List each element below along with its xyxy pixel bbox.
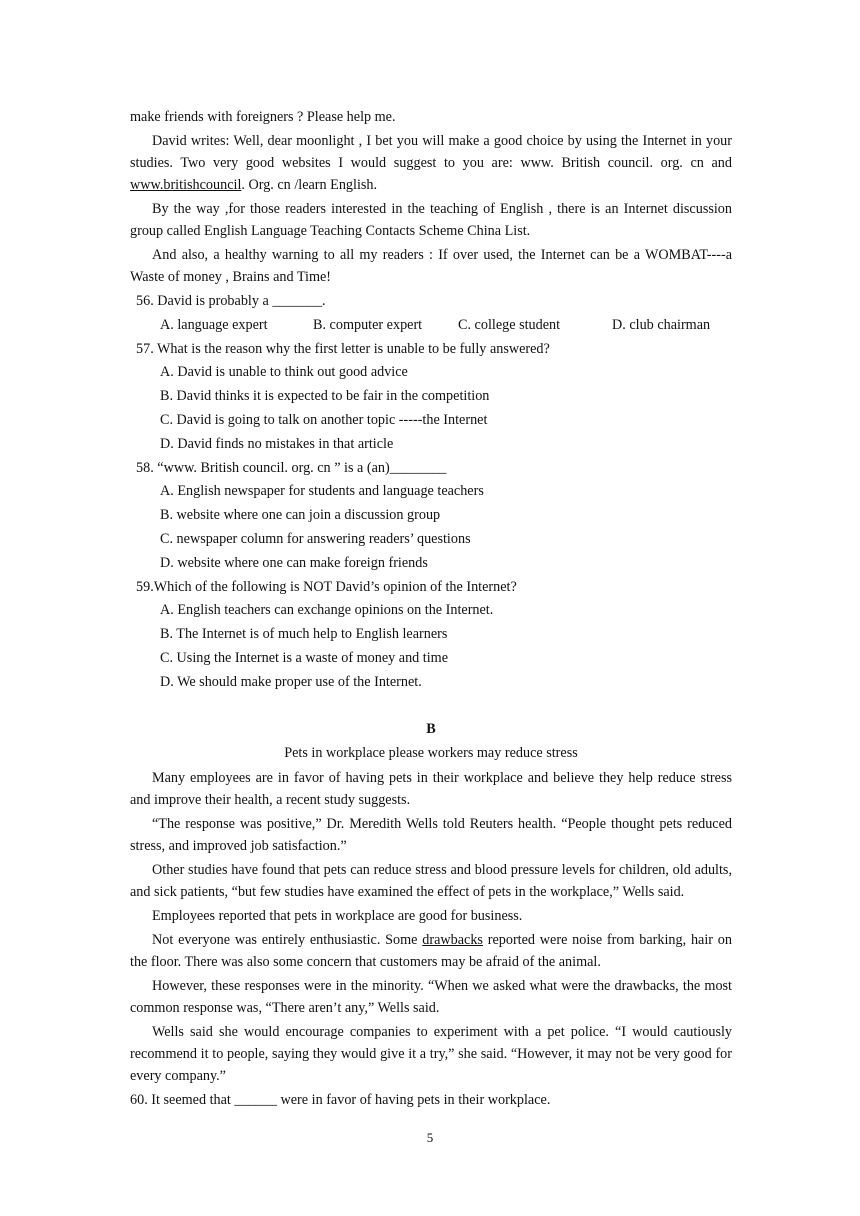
option-b: B. The Internet is of much help to English learners	[160, 626, 448, 643]
section-letter: B	[426, 720, 436, 737]
option-d: D. We should make proper use of the Internet.	[160, 673, 422, 690]
question-stem: 58. “www. British council. org. cn ” is a (an)________	[136, 459, 447, 476]
document-page	[130, 106, 732, 1113]
passage-a-paragraph-3: And also, a healthy warning to all my readers : If over used, the Internet can be a WOMBAT----a Waste of money , Brains and Time!	[130, 247, 732, 285]
question-60-stem: 60. It seemed that ______ were in favor of having pets in their workplace.	[130, 1091, 551, 1108]
question-stem: 56. David is probably a _______.	[136, 293, 326, 309]
option-d: D. website where one can make foreign friends	[160, 554, 428, 571]
option-d: D. David finds no mistakes in that article	[160, 435, 394, 452]
passage-b-paragraph-1: Many employees are in favor of having pets in their workplace and believe they help reduce stress and improve their health, a recent study suggests.	[130, 769, 732, 808]
question-56	[130, 290, 732, 338]
option-a: A. English newspaper for students and language teachers	[160, 483, 484, 500]
passage-b-paragraph-2: “The response was positive,” Dr. Meredith Wells told Reuters health. “People thought pets reduced stress, and improved job satisfaction.”	[130, 815, 732, 854]
passage-b-paragraph-7: Wells said she would encourage companies to experiment with a pet police. “I would cautiously recommend it to people, saying they would give it a try,” she said. “However, it may not be very good for every company.”	[130, 1023, 732, 1084]
passage-b-paragraph-6: However, these responses were in the minority. “When we asked what were the drawbacks, the most common response was, “There aren’t any,” Wells said.	[130, 977, 732, 1016]
passage-b-paragraph-5	[130, 929, 732, 973]
option-a: A. language expert	[160, 316, 268, 333]
underlined-word: drawbacks	[422, 931, 483, 948]
passage-b-paragraph-3: Other studies have found that pets can reduce stress and blood pressure levels for children, old adults, and sick patients, “but few studies have examined the effect of pets in the workplace,” Wells said.	[130, 861, 732, 900]
question-58	[130, 457, 732, 576]
passage-a-paragraph-2: By the way ,for those readers interested in the teaching of English , there is an Internet discussion group called English Language Teaching Contacts Scheme China List.	[130, 201, 732, 239]
website-link[interactable]: www.britishcouncil	[130, 177, 242, 193]
passage-a-paragraph-1	[130, 130, 732, 196]
paragraph-5-tail: reported were noise from barking, hair on the floor. There was also some concern that customers may be afraid of the animal.	[130, 931, 732, 970]
paragraph-1-tail: . Org. cn /learn English.	[241, 177, 378, 193]
option-b: B. website where one can join a discussion group	[160, 507, 441, 524]
question-stem: 57. What is the reason why the first letter is unable to be fully answered?	[136, 340, 550, 357]
paragraph-1-text: David writes: Well, dear moonlight , I bet you will make a good choice by using the Internet in your studies. Two very good websites I would suggest to you are: www. British council. org. cn and	[130, 133, 732, 171]
option-c: C. college student	[458, 316, 561, 333]
option-a: A. English teachers can exchange opinions on the Internet.	[160, 602, 494, 619]
options-row	[160, 314, 732, 338]
option-c: C. Using the Internet is a waste of money and time	[160, 649, 449, 666]
option-a: A. David is unable to think out good advice	[160, 364, 408, 381]
option-b: B. David thinks it is expected to be fair in the competition	[160, 388, 490, 405]
paragraph-5-head: Not everyone was entirely enthusiastic. Some	[152, 931, 423, 948]
passage-b-paragraph-4: Employees reported that pets in workplace are good for business.	[152, 907, 523, 924]
question-57	[130, 338, 732, 457]
question-59	[130, 576, 732, 695]
passage-a-paragraph-0: make friends with foreigners ? Please help me.	[130, 109, 396, 125]
option-c: C. David is going to talk on another topic -----the Internet	[160, 411, 488, 428]
option-c: C. newspaper column for answering readers’ questions	[160, 530, 471, 547]
page-number: 5	[426, 1130, 434, 1145]
option-b: B. computer expert	[313, 316, 423, 333]
option-d: D. club chairman	[612, 316, 711, 333]
question-stem: 59.Which of the following is NOT David’s opinion of the Internet?	[136, 578, 517, 595]
passage-b-title: Pets in workplace please workers may reduce stress	[284, 744, 578, 761]
